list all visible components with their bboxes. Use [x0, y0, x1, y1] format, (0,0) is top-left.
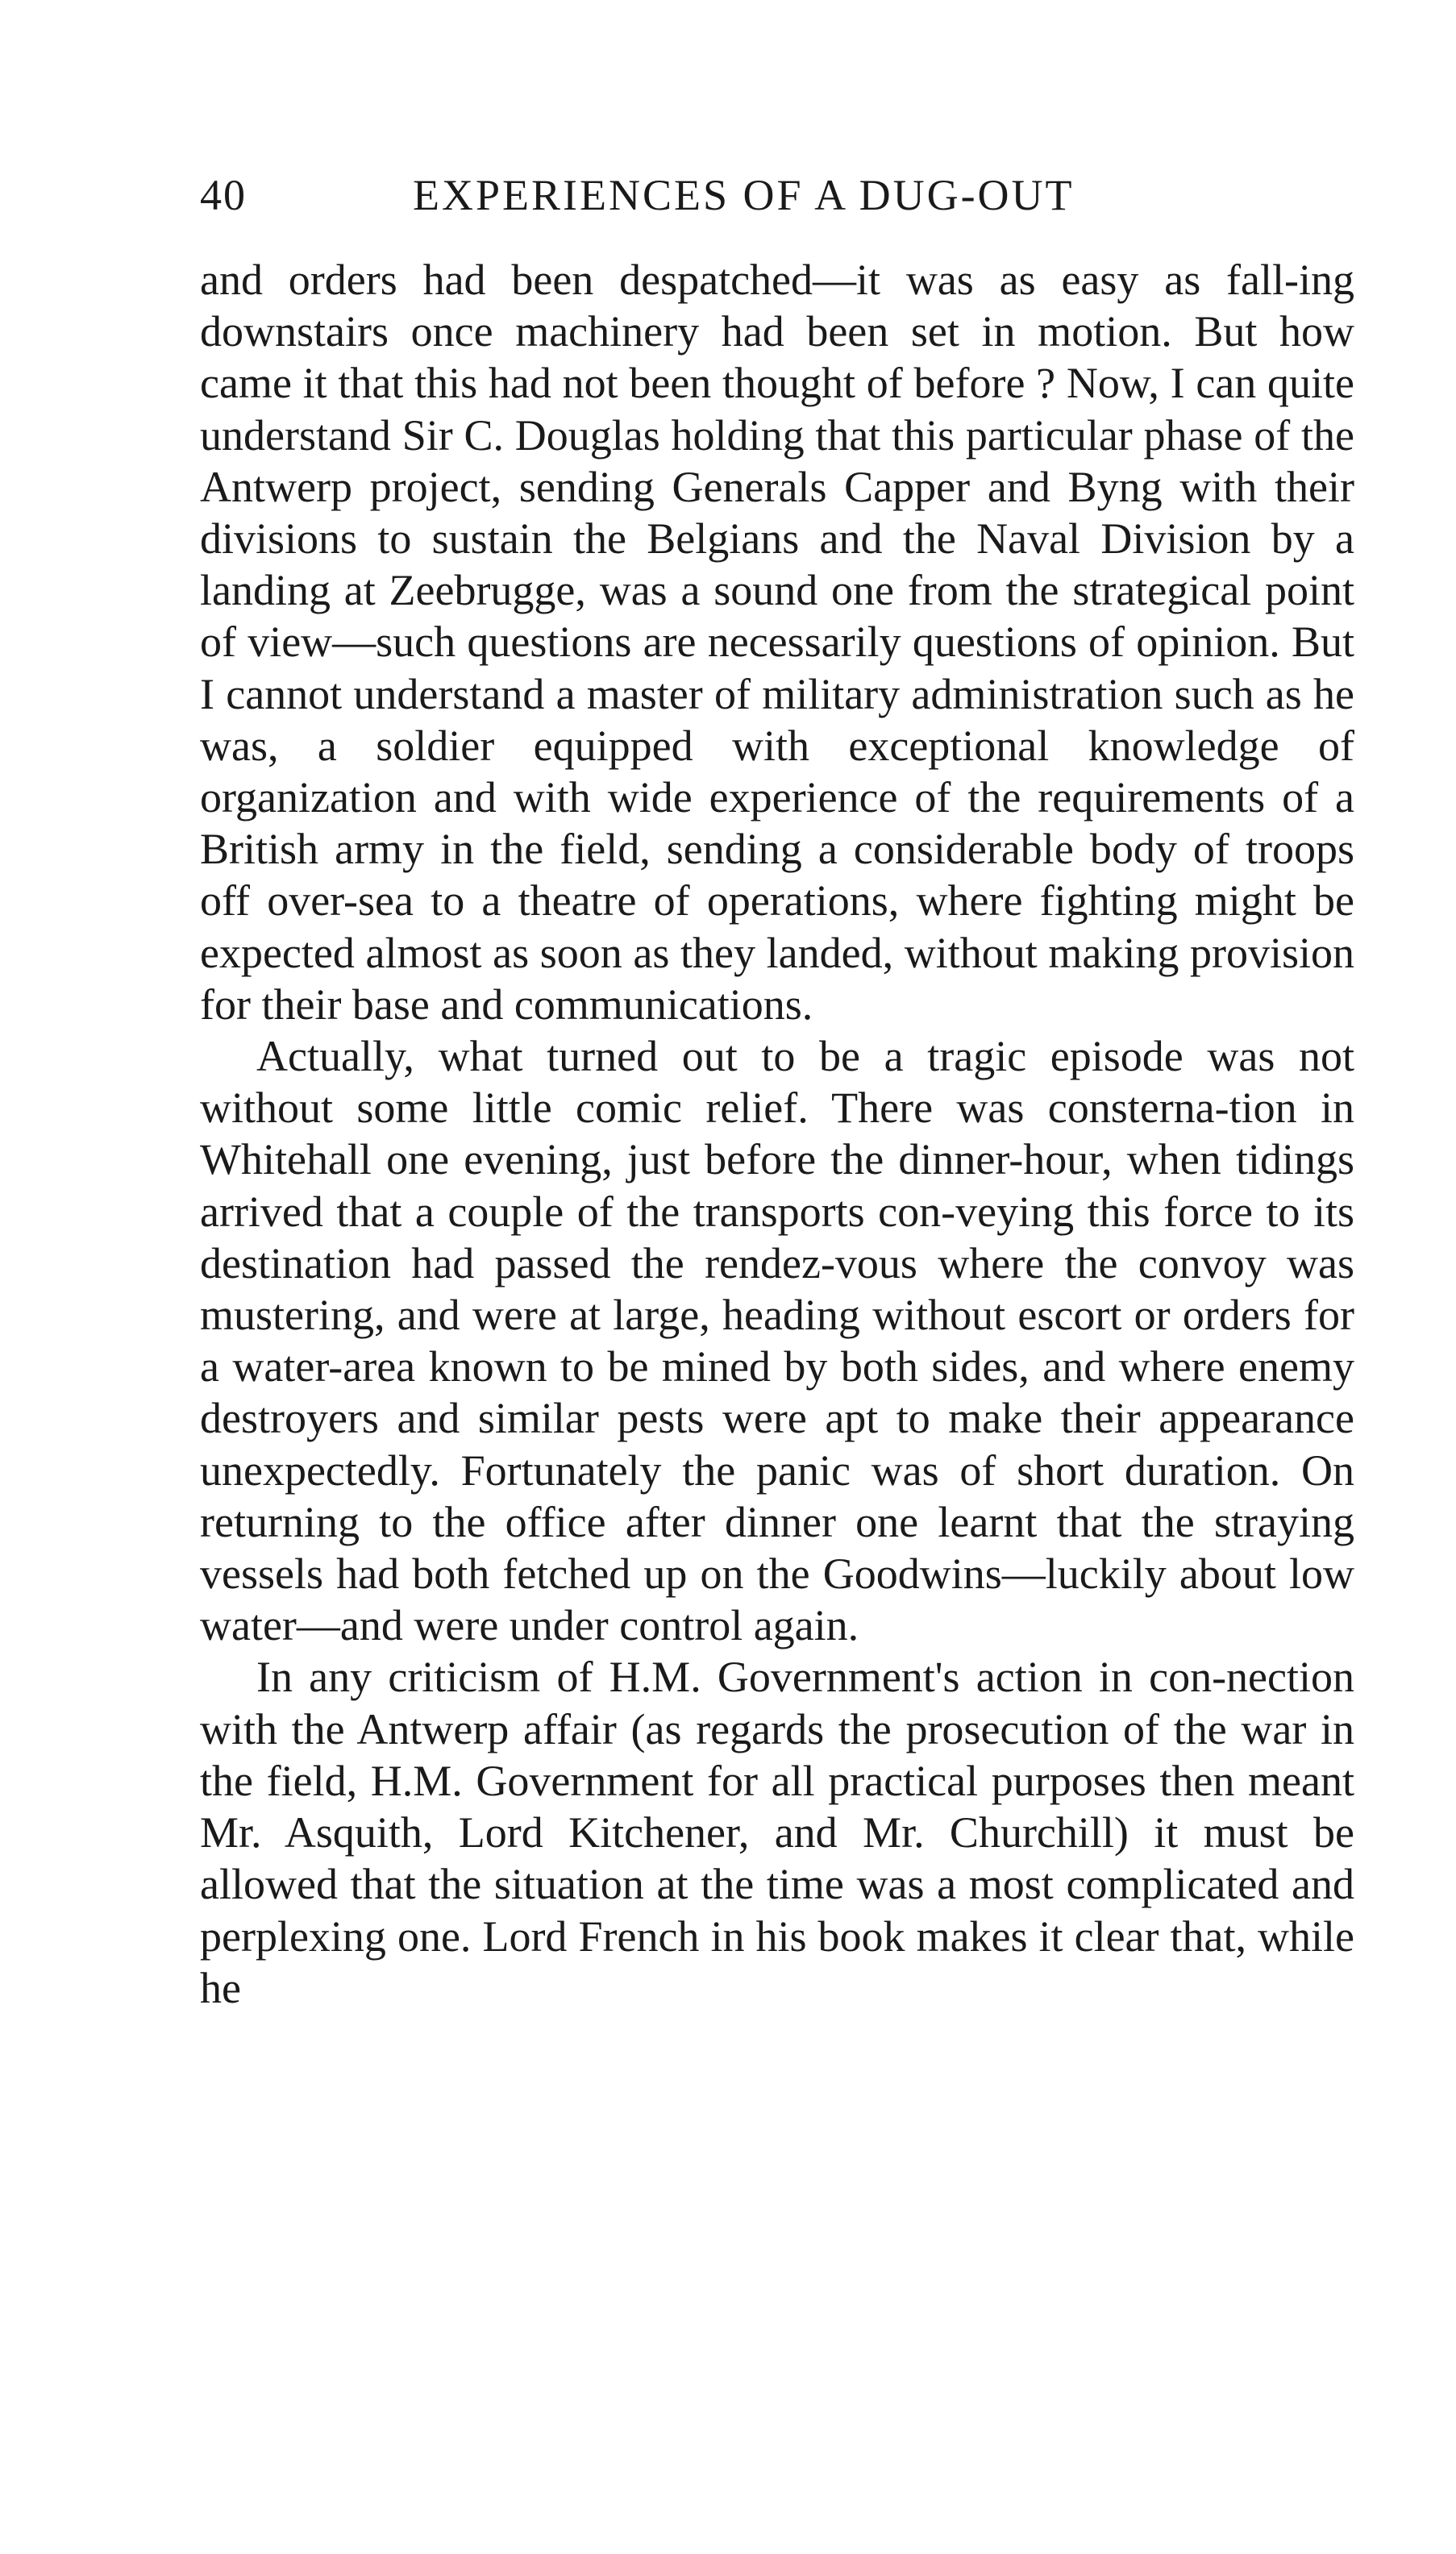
running-head: EXPERIENCES OF A DUG-OUT — [413, 171, 1075, 219]
paragraph-comic-relief: Actually, what turned out to be a tragic episode was not without some little comic relief. There was consterna-tion in Whitehall one evening, just before the dinner-hour, when tidings arrived that a couple of the transports con-veying this force to its destination had passed the rendez-vous where the convoy was mustering, and were at large, heading without escort or orders for a water-area known to be mined by both sides, and where enemy destroyers and similar pests were apt to make their appearance unexpectedly. Fortunately the panic was of short duration. On returning to the office after dinner one learnt that the straying vessels had both fetched up on the Goodwins—luckily about low water—and were under control again. — [200, 1032, 1354, 1650]
body-text — [200, 254, 1354, 2014]
paragraph-criticism: In any criticism of H.M. Government's action in con-nection with the Antwerp affair (as regards the prosecution of the war in the field, H.M. Government for all practical purposes then meant Mr. Asquith, Lord Kitchener, and Mr. Churchill) it must be allowed that the situation at the time was a most complicated and perplexing one. Lord French in his book makes it clear that, while he — [200, 1653, 1354, 2012]
paragraph-continuation: and orders had been despatched—it was as easy as fall-ing downstairs once machinery had been set in motion. But how came it that this had not been thought of before ? Now, I can quite understand Sir C. Douglas holding that this particular phase of the Antwerp project, sending Generals Capper and Byng with their divisions to sustain the Belgians and the Naval Division by a landing at Zeebrugge, was a sound one from the strategical point of view—such questions are necessarily questions of opinion. But I cannot understand a master of military administration such as he was, a soldier equipped with exceptional knowledge of organization and with wide experience of the requirements of a British army in the field, sending a considerable body of troops off over-sea to a theatre of operations, where fighting might be expected almost as soon as they landed, without making provision for their base and communications. — [200, 256, 1354, 1029]
page-number: 40 — [200, 171, 247, 219]
page-header — [200, 163, 1354, 227]
